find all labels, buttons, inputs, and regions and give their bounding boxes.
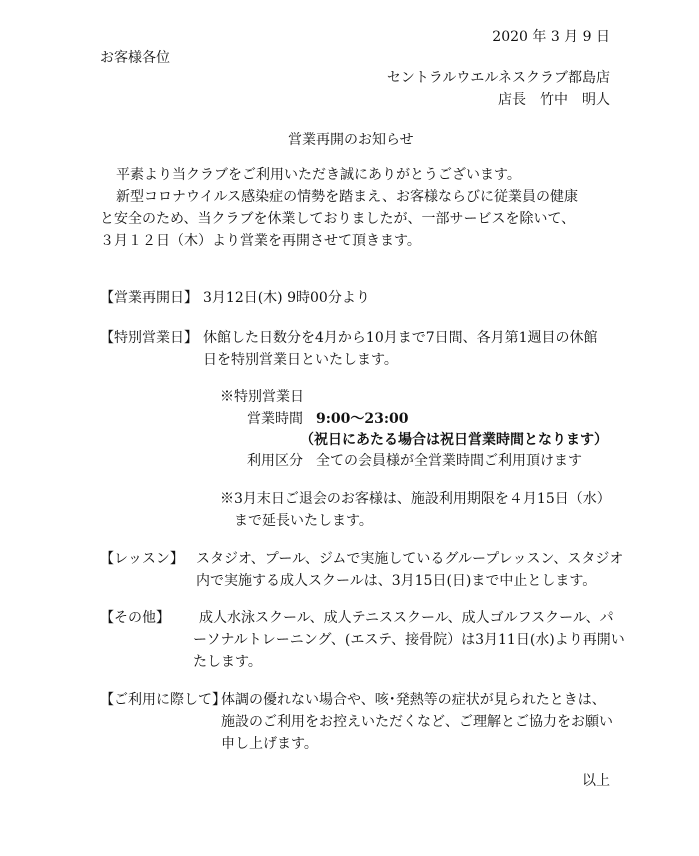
cancel-note-line: まで延長いたします。 (234, 513, 373, 529)
addressee: お客様各位 (100, 50, 170, 66)
other-line: ーソナルトレーニング、(エステ、接骨院）は3月11日(水)より再開い (193, 632, 625, 648)
closing-mark: 以上 (582, 773, 610, 789)
document-date: 2020 年 3 月 9 日 (492, 29, 610, 45)
reopen-label: 【営業再開日】 (100, 290, 198, 306)
intro-line: 新型コロナウイルス感染症の情勢を踏まえ、お客様ならびに従業員の健康 (116, 189, 578, 205)
special-label: 【特別営業日】 (100, 330, 198, 346)
hours-value: 9:00～23:00 (316, 411, 409, 427)
usage-notice-line: 申し上げます。 (221, 736, 318, 752)
usage-notice-line: 施設のご利用をお控えいただくなど、ご理解とご協力をお願い (221, 714, 613, 730)
other-line: 成人水泳スクール、成人テニススクール、成人ゴルフスクール、パ (199, 610, 614, 626)
notice-title: 営業再開のお知らせ (288, 132, 414, 148)
usage-value: 全ての会員様が全営業時間ご利用頂けます (316, 453, 582, 469)
usage-notice-line: 体調の優れない場合や、咳･発熱等の症状が見られたときは、 (221, 692, 606, 708)
cancel-note-line: ※3月末日ご退会のお客様は、施設利用期限を４月15日（水） (220, 491, 611, 507)
usage-label: 利用区分 (247, 453, 303, 469)
usage-notice-label: 【ご利用に際して】 (100, 692, 226, 708)
intro-line: ３月１２日（木）より営業を再開させて頂きます。 (100, 233, 421, 249)
manager-name: 店長 竹中 明人 (498, 92, 610, 108)
special-note-heading: ※特別営業日 (220, 389, 304, 405)
hours-label: 営業時間 (247, 411, 303, 427)
other-label: 【その他】 (100, 610, 170, 626)
reopen-text: 3月12日(木) 9時00分より (203, 290, 370, 306)
store-name: セントラルウエルネスクラブ都島店 (386, 70, 610, 86)
lesson-line: 内で実施する成人スクールは、3月15日(日)まで中止とします。 (196, 573, 597, 589)
other-line: たします。 (193, 654, 262, 670)
holiday-note: （祝日にあたる場合は祝日営業時間となります） (300, 432, 608, 448)
intro-line: 平素より当クラブをご利用いただき誠にありがとうございます。 (116, 167, 521, 183)
special-line: 日を特別営業日といたします。 (203, 352, 398, 368)
lesson-line: スタジオ、プール、ジムで実施しているグループレッスン、スタジオ (196, 551, 624, 567)
special-line: 休館した日数分を4月から10月まで7日間、各月第1週目の休館 (203, 330, 598, 346)
lesson-label: 【レッスン】 (100, 551, 184, 567)
intro-line: と安全のため、当クラブを休業しておりましたが、一部サービスを除いて、 (100, 211, 576, 227)
